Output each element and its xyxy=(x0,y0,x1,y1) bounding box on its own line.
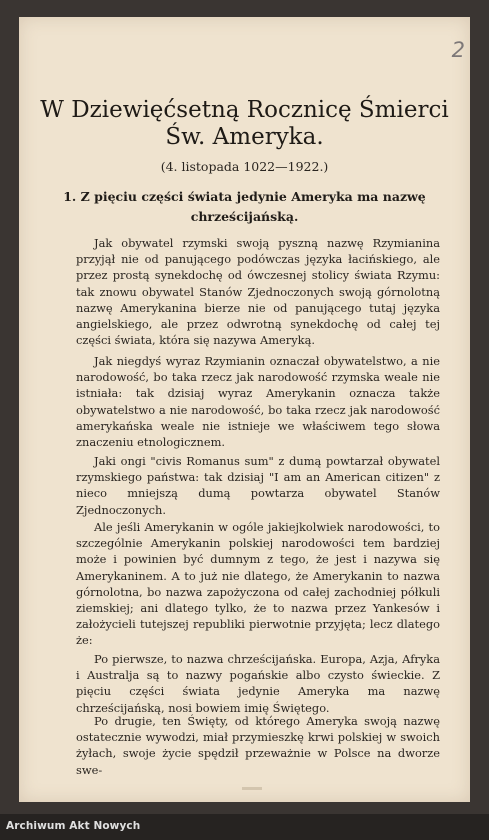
title-line-2: Św. Ameryka. xyxy=(165,124,324,150)
paragraph-5: Po pierwsze, to nazwa chrześcijańska. Europa, Azja, Afryka i Australja są to nazwy pogańskie albo czysto świeckie. Z pięciu części świata jedynie Ameryka ma nazwę chrześcijańską, nosi bowiem imię Świętego. xyxy=(76,652,440,715)
document-date: (4. listopada 1022—1922.) xyxy=(160,159,329,174)
paragraph-1: Jak obywatel rzymski swoją pyszną nazwę Rzymianina przyjął nie od panującego podówczas języka łacińskiego, ale przez prostą synekdochę od ówczesnej stolicy świata Rzymu: tak znowu obywatel Stanów Zjednoczonych swoją górnolotną nazwę Amerykanina bierze nie od panującego tutaj języka angielskiego, ale przez odwrotną synekdochę od całej tej części świata, która się nazywa Ameryką. xyxy=(76,236,440,348)
paper-mark xyxy=(242,787,262,790)
section-heading: 1. Z pięciu części świata jedynie Ameryka ma nazwę chrześcijańską. xyxy=(63,189,426,224)
title-line-1: W Dziewięćsetną Rocznicę Śmierci xyxy=(40,97,449,123)
paragraph-4: Ale jeśli Amerykanin w ogóle jakiejkolwiek narodowości, to szczególnie Amerykanin polskiej narodowości tem bardziej może i powinien być dumnym z tego, że jest i nazywa się Amerykaninem. A to już nie dlatego, że Amerykanin to nazwa górnolotna, bo nazwa zapożyczona od całej zachodniej półkuli ziemskiej; ani dlatego tylko, że to nazwa przez Yankesów i założycieli tutejszej republiki pierwotnie przyjęta; lecz dlatego że: xyxy=(76,520,440,648)
page-number: 2 xyxy=(451,38,465,62)
archive-footer xyxy=(0,814,489,840)
document-page xyxy=(19,17,470,802)
paragraph-2: Jak niegdyś wyraz Rzymianin oznaczał obywatelstwo, a nie narodowość, bo taka rzecz jak narodowość rzymska weale nie istniała: tak dzisiaj wyraz Amerykanin oznacza także obywatelstwo a nie narodowość, bo taka rzecz jak narodowość amerykańska weale nie istnieje we właściwem tego słowa znaczeniu etnologicznem. xyxy=(76,354,440,450)
paragraph-6: Po drugie, ten Święty, od którego Ameryka swoją nazwę ostatecznie wywodzi, miał przymieszkę krwi polskiej w swoich żyłach, swoje życie spędził przeważnie w Polsce na dworze swe- xyxy=(76,714,440,777)
document-title xyxy=(39,97,450,151)
archive-label: Archiwum Akt Nowych xyxy=(6,820,141,832)
paragraph-3: Jaki ongi "civis Romanus sum" z dumą powtarzał obywatel rzymskiego państwa: tak dzisiaj "I am an American citizen" z nieco mniejszą dumą powtarza obywatel Stanów Zjednoczonych. xyxy=(76,454,440,517)
